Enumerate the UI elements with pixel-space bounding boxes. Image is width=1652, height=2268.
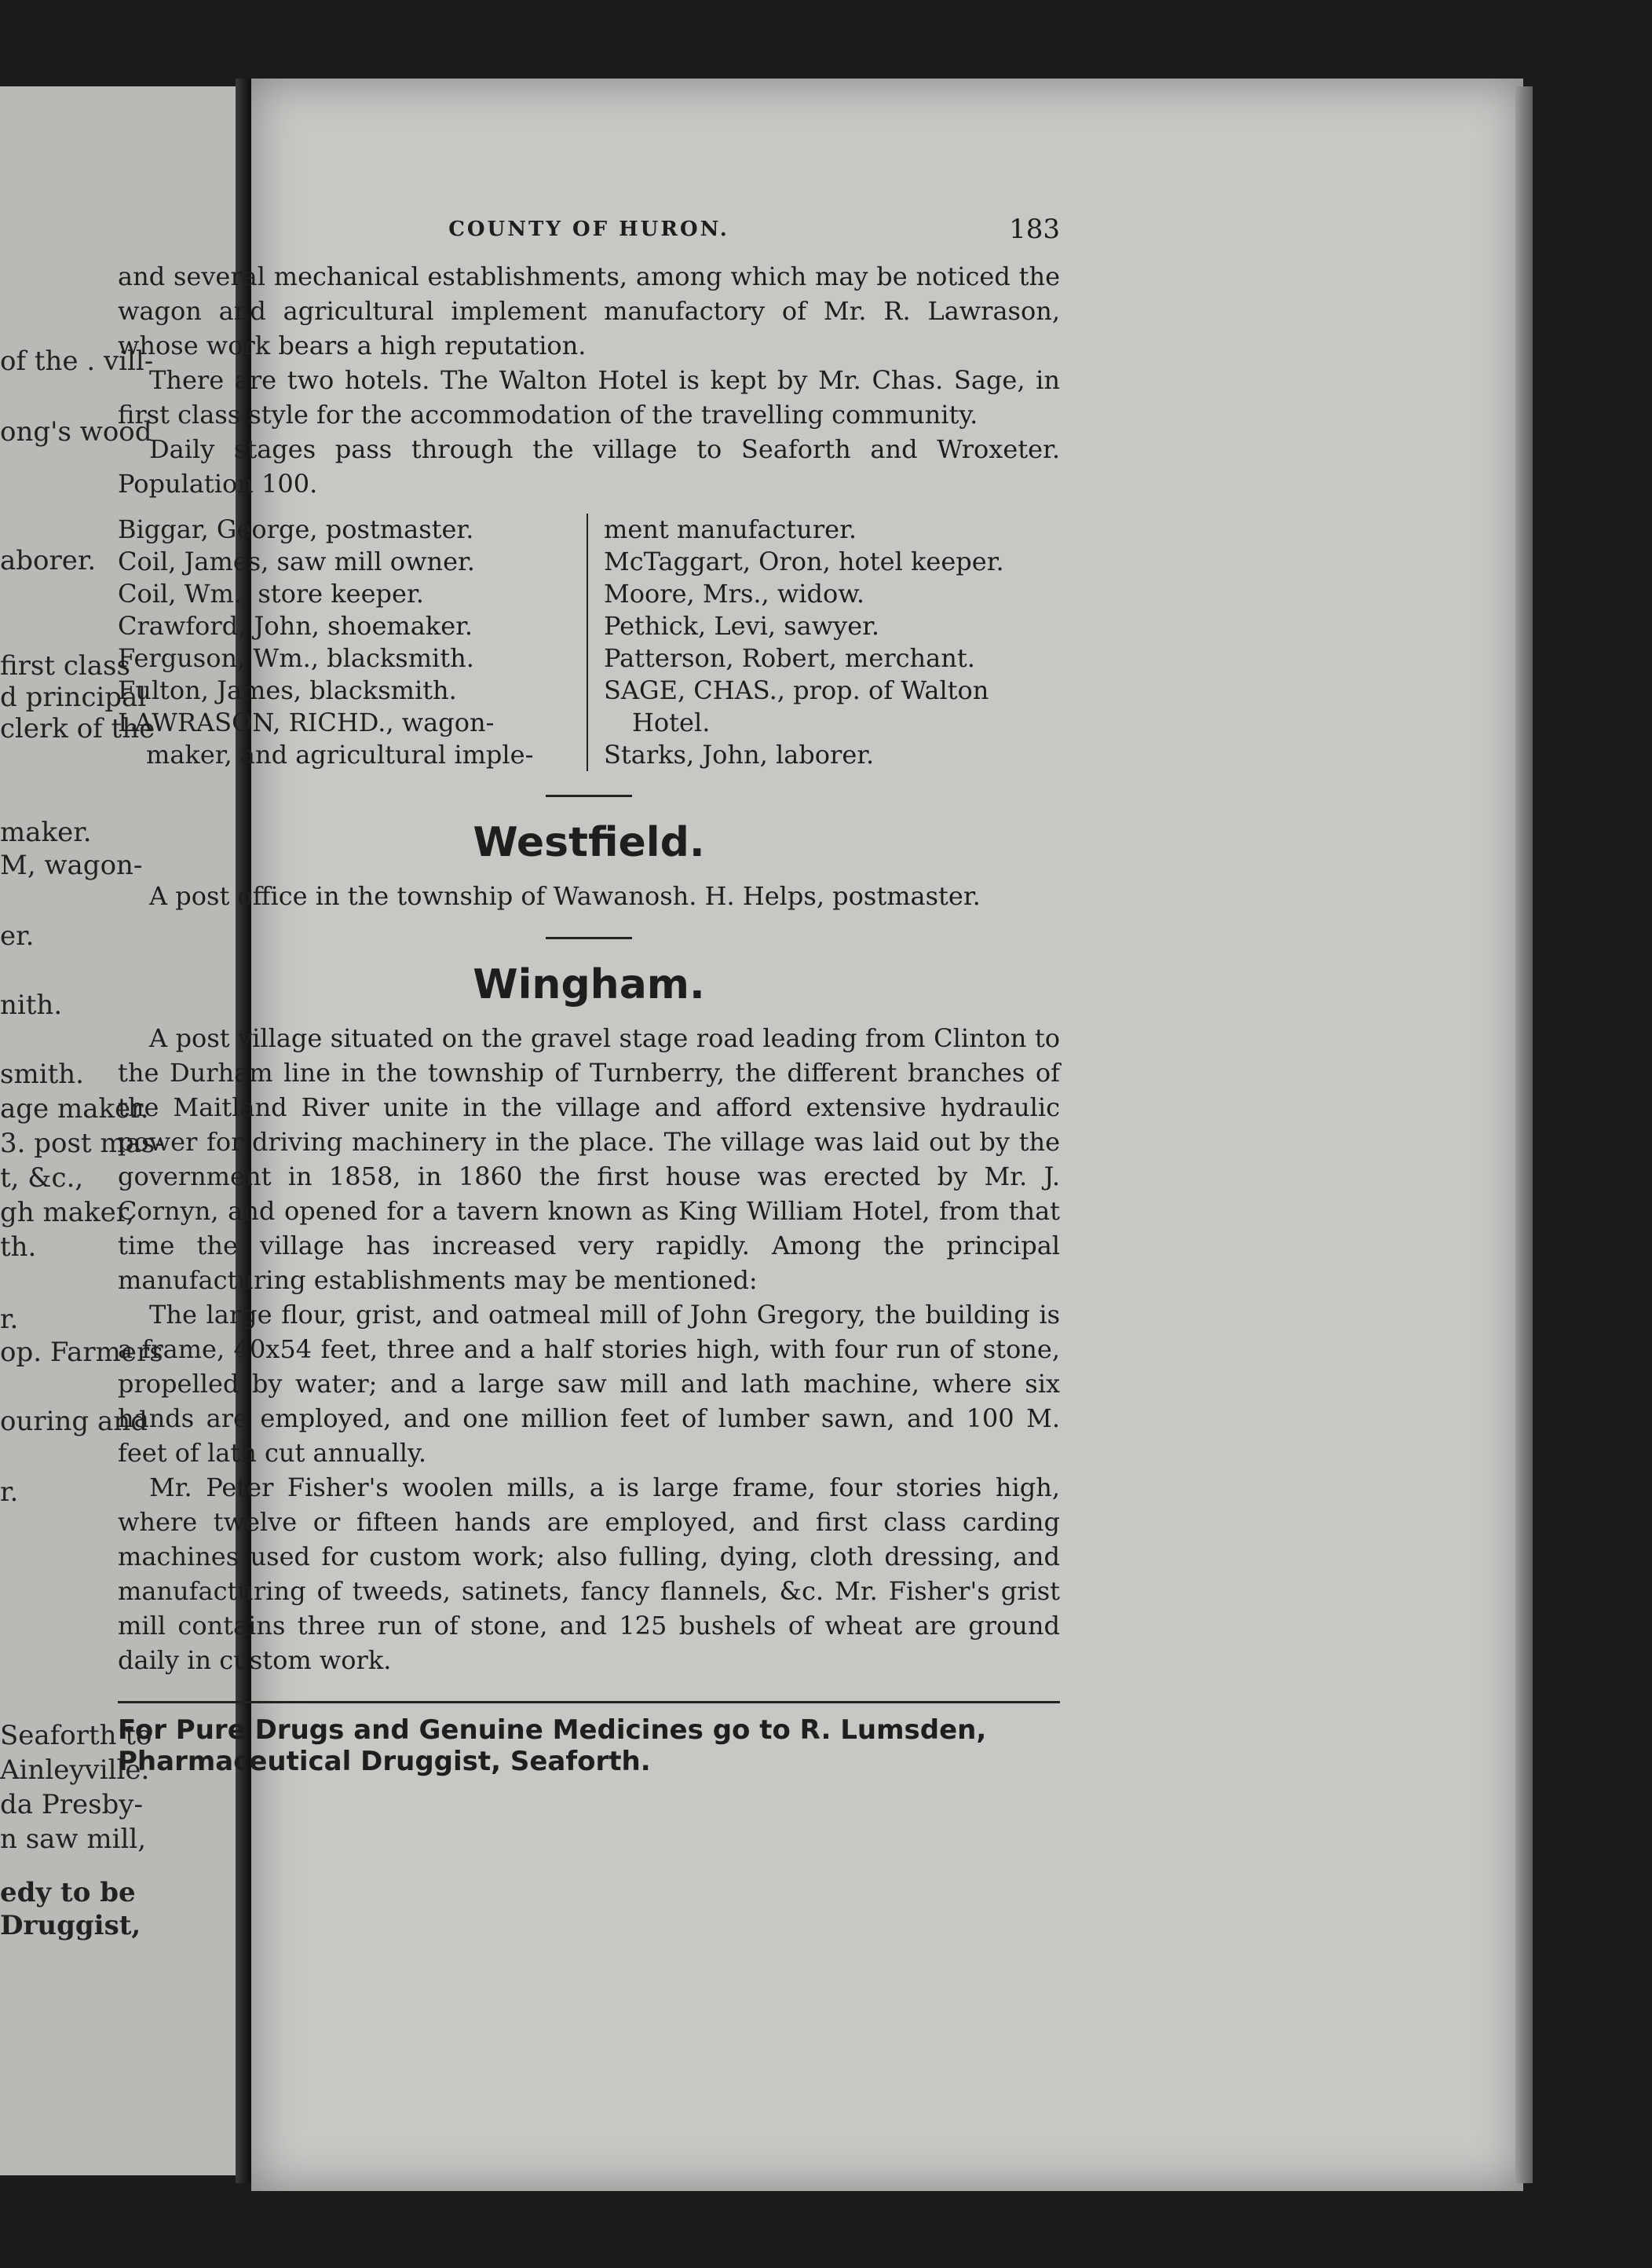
footer-advertisement: For Pure Drugs and Genuine Medicines go to R. Lumsden, Pharmaceutical Druggist, Seaforth. — [118, 1714, 987, 1777]
directory-column-right — [588, 514, 1060, 771]
directory-entry: Coil, Wm., store keeper. — [118, 579, 424, 609]
left-fragment: Seaforth to — [0, 1720, 152, 1751]
left-fragment: first class — [0, 650, 130, 682]
footer-rule — [118, 1701, 1060, 1703]
left-fragment: n saw mill, — [0, 1824, 147, 1855]
wingham-paragraph: Mr. Peter Fisher's woolen mills, a is large frame, four stories high, where twelve or fifteen hands are employed, and first class carding machines used for custom work; also fulling, dying, cloth dressing, and manufacturing of tweeds, satinets, fancy flannels, &c. Mr. Fisher's grist mill contains three run of stone, and 125 bushels of wheat are ground daily in custom work. — [118, 1472, 1060, 1675]
directory-entry: Pethick, Levi, sawyer. — [604, 611, 880, 641]
left-fragment: r. — [0, 1304, 19, 1335]
left-fragment: Druggist, — [0, 1910, 141, 1941]
left-fragment: d principal — [0, 682, 147, 713]
directory-entry: ment manufacturer. — [604, 514, 857, 544]
directory-entry: Patterson, Robert, merchant. — [604, 643, 975, 673]
wingham-paragraph: A post village situated on the gravel stage road leading from Clinton to the Durham line in the township of Turnberry, the different branches of the Maitland River unite in the village and afford extensive hydraulic power for driving machinery in the place. The village was laid out by the government in 1858, in 1860 the first house was erected by Mr. J. Cornyn, and opened for a tavern known as King William Hotel, from that time the village has increased very rapidly. Among the principal manufacturing establishments may be mentioned: — [118, 1023, 1060, 1295]
left-fragment: maker. — [0, 817, 92, 848]
left-fragment: Ainleyville. — [0, 1754, 150, 1786]
left-fragment: clerk of the — [0, 713, 155, 744]
left-fragment: t, &c., — [0, 1162, 84, 1194]
directory-entry: Crawford, John, shoemaker. — [118, 611, 473, 641]
page-number: 183 — [1009, 214, 1060, 245]
left-fragment: th. — [0, 1231, 37, 1263]
intro-paragraph: Daily stages pass through the village to Seaforth and Wroxeter. Population 100. — [118, 434, 1060, 499]
business-directory — [118, 514, 1060, 771]
running-head — [118, 212, 1060, 259]
left-fragment: age maker. — [0, 1093, 149, 1125]
left-fragment: 3. post mas- — [0, 1128, 164, 1159]
left-fragment: M, wagon- — [0, 850, 143, 881]
left-fragment: da Presby- — [0, 1789, 144, 1820]
directory-column-left — [118, 514, 588, 771]
westfield-text: A post office in the township of Wawanosh. H. Helps, postmaster. — [149, 881, 981, 911]
wingham-paragraph: The large flour, grist, and oatmeal mill of John Gregory, the building is a frame, 40x54 feet, three and a half stories high, with four run of stone, propelled by water; and a large saw mill and lath machine, where six hands are employed, and one million feet of lumber sawn, and 100 M. feet of lath cut annually. — [118, 1300, 1060, 1468]
left-fragment: aborer. — [0, 545, 97, 576]
left-fragment: ong's wood — [0, 416, 152, 448]
directory-entry: Moore, Mrs., widow. — [604, 579, 865, 609]
directory-entry: SAGE, CHAS., prop. of Walton Hotel. — [604, 675, 989, 737]
section-heading-westfield: Westfield. — [473, 819, 705, 866]
left-fragment: nith. — [0, 990, 63, 1021]
directory-entry: McTaggart, Oron, hotel keeper. — [604, 547, 1004, 576]
directory-entry: Starks, John, laborer. — [604, 740, 875, 770]
directory-entry: Fulton, James, blacksmith. — [118, 675, 457, 705]
intro-paragraph: and several mechanical establishments, among which may be noticed the wagon and agricultural implement manufactory of Mr. R. Lawrason, whose work bears a high reputation. — [118, 262, 1060, 360]
section-heading-wingham: Wingham. — [473, 961, 705, 1008]
left-fragment: ouring and — [0, 1406, 148, 1437]
left-fragment: edy to be — [0, 1877, 136, 1908]
directory-entry: Biggar, George, postmaster. — [118, 514, 474, 544]
directory-entry: Coil, James, saw mill owner. — [118, 547, 475, 576]
left-fragment: of the . vill- — [0, 346, 154, 377]
section-divider — [546, 937, 632, 939]
page-edge — [1515, 86, 1533, 2183]
left-fragment: smith. — [0, 1059, 84, 1090]
left-fragment: gh maker, — [0, 1197, 135, 1228]
directory-entry: LAWRASON, RICHD., wagon-maker, and agricultural imple- — [118, 708, 534, 770]
intro-paragraph: There are two hotels. The Walton Hotel is kept by Mr. Chas. Sage, in first class style for the accommodation of the travelling community. — [118, 365, 1060, 430]
left-fragment: er. — [0, 920, 35, 952]
section-divider — [546, 795, 632, 797]
left-fragment: op. Farmers — [0, 1337, 163, 1368]
page-content — [118, 212, 1060, 1777]
left-fragment: r. — [0, 1476, 19, 1508]
running-head-title: COUNTY OF HURON. — [448, 218, 729, 241]
directory-entry: Ferguson, Wm., blacksmith. — [118, 643, 474, 673]
